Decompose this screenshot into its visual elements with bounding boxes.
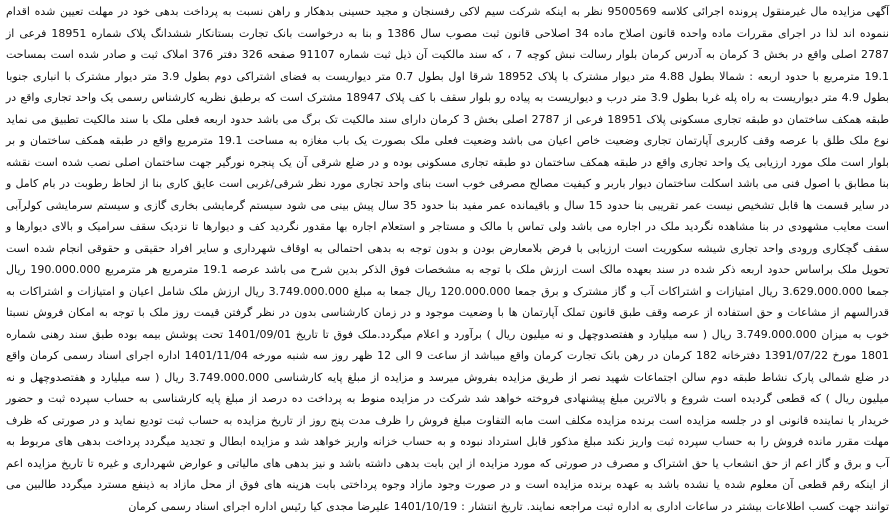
auction-notice-text: آگهی مزایده مال غیرمنقول پرونده اجرائی کلاسه 9500569 نظر به اینکه شرکت سیم لاکی رفسنجان و مجید حسینی بدهکار و راهن نسبت به پرداخت بدهی خود در مهلت تعیین شده اقدام ننموده اند لذا در اجرای مقررات ماده واحده قانون اصلاح ماده 34 اصلاحی قانون ثبت مصوب سال 1386 و بنا به درخواست بانک تجارت بستانکار ششدانگ پلاک شماره 18951 فرعی از 2787 اصلی واقع در بخش 3 کرمان به آدرس کرمان بلوار رسالت نبش کوچه 7 ، که سند مالکیت آن ذیل ثبت شماره 91107 صفحه 326 دفتر 376 املاک ثبت و صادر شده است بمساحت 19.1 مترمربع با حدود اربعه : شمالا بطول 4.88 متر دیوار مشترک با پلاک 18952 شرقا اول بطول 0.7 متر دیواریست به فضای اشتراکی دوم بطول 3.9 متر دیوار مشترک با انباری جنوبا بطول 4.9 متر دیواریست به راه پله غربا بطول 3.9 متر درب و دیواریست به پیاده رو بلوار سقف با کف پلاک 18947 مشترک است که برطبق نظریه کارشناس رسمی یک واحد تجاری واقع در طبقه همکف ساختمان دو طبقه تجاری مسکونی پلاک 18951 فرعی از 2787 اصلی بخش 3 کرمان دارای سند مالکیت تک برگ می باشد حدود اربعه فعلی ملک با سند مالکیت تطبیق می نماید نوع ملک طلق با عرصه وقف کاربری آپارتمان تجاری وضعیت خاص اعیان می باشد وضعیت فعلی ملک بصورت یک باب مغازه به مساحت 19.1 مترمربع واقع در طبقه همکف ساختمان و بر بلوار است ملک مورد ارزیابی یک واحد تجاری واقع در طبقه همکف ساختمان دو طبقه تجاری مسکونی بوده و در ضلع شرقی آن یک پنجره نورگیر جهت ساختمان اصلی نصب شده است نقشه بنا مطابق با اصول فنی می باشد اسکلت ساختمان دیوار باربر و کیفیت مصالح مصرفی خوب است بنای واحد تجاری مورد نظر شرقی/غربی است عایق کاری بنا از لحاظ رطوبت در بام کامل و در سایر قسمت ها قابل تشخیص نیست عمر تقریبی بنا حدود 15 سال و باقیمانده عمر مفید بنا حدود 35 سال پیش بینی می شود سیستم گرمایشی بخاری گازی و سیستم سرمایشی کولرآبی است معایب مشهودی در بنا مشاهده نگردید ملک در اجاره می باشد ولی تماس با مالک و مستاجر و استعلام اجاره بها مقدور نگردید کف و دیوارها تا نزدیک سقف سرامیک و بالای دیوارها و سقف گچکاری ورودی واحد تجاری شیشه سکوریت است ارزیابی با فرض بلامعارض بودن و بدون توجه به بدهی احتمالی به اوقاف شهرداری و سایر افراد حقیقی و حقوقی انجام شده است تحویل ملک براساس حدود اربعه ذکر شده در سند بعهده مالک است ارزش ملک با توجه به مشخصات فوق الذکر بدین شرح می باشد عرصه 19.1 مترمربع هر مترمربع 190.000.000 ریال جمعا 3.629.000.000 ریال امتیازات و اشتراکات آب و گاز مشترک و برق جمعا 120.000.000 ریال جمعا به مبلغ 3.749.000.000 ریال ارزش ملک شامل اعیان و امتیازات و اشتراکات به قدرالسهم از مشاعات و حق استفاده از عرصه وقف طبق قانون تملک آپارتمان ها با وضعیت موجود و در زمان کارشناسی بدون در نظر گرفتن قیمت روز ملک با توجه به امکان فروش نسبتا خوب به میزان 3.749.000.000 ریال ( سه میلیارد و هفتصدوچهل و نه میلیون ریال ) برآورد و اعلام میگردد.ملک فوق تا تاریخ 1401/09/01 تحت پوشش بیمه بوده طبق سند رهنی شماره 1801 مورخ 1391/07/22 دفترخانه 182 کرمان در رهن بانک تجارت کرمان واقع میباشد از ساعت 9 الی 12 ظهر روز سه شنبه مورخه 1401/11/04 اداره اجرای اسناد رسمی کرمان واقع در ضلع شمالی پارک نشاط طبقه دوم سالن اجتماعات شهید نصر از طریق مزایده بفروش میرسد و مزایده از مبلغ پایه کارشناسی 3.749.000.000 ریال ( سه میلیارد و هفتصدوچهل و نه میلیون ریال ) که قطعی گردیده است شروع و بالاترین مبلغ پیشنهادی فروخته خواهد شد شرکت در مزایده منوط به پرداخت ده درصد از مبلغ پایه کارشناسی به حساب سپرده ثبت و حضور خریدار یا نماینده قانونی او در جلسه مزایده است برنده مزایده مکلف است مابه التفاوت مبلغ فروش را ظرف مدت پنج روز از تاریخ مزایده به حساب ثبت تودیع نماید و در صورتی که ظرف مهلت مقرر مانده فروش را به حساب سپرده ثبت واریز نکند مبلغ مذکور قابل استرداد نبوده و به حساب خزانه واریز خواهد شد و مزایده ابطال و تجدید میگردد پرداخت بدهی های مربوط به آب و برق و گاز اعم از حق انشعاب یا حق اشتراک و مصرف در صورتی که مورد مزایده از این بابت بدهی داشته باشد و نیز بدهی های مالیاتی و عوارض شهرداری و غیره تا تاریخ مزایده اعم از اینکه رقم قطعی آن معلوم شده یا نشده باشد به عهده برنده مزایده است و در صورت وجود مازاد وجوه پرداختی بابت هزینه های فوق از محل مازاد به ذینفع مسترد میگردد طالبین می توانند جهت کسب اطلاعات بیشتر در ساعات اداری به اداره ثبت مراجعه نمایند. تاریخ انتشار : 1401/10/19 علیرضا مجدی کیا رئیس اداره اجرای اسناد رسمی کرمان (6, 5, 890, 513)
